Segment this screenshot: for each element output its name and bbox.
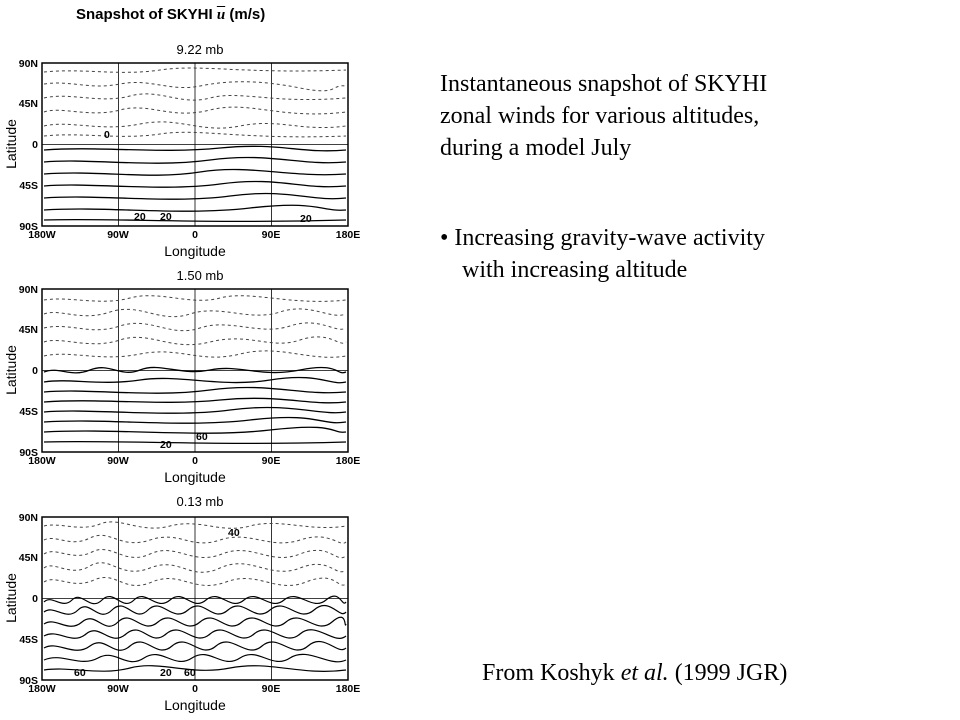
bullet-point (440, 222, 940, 286)
ytick-label: 90S (19, 675, 38, 687)
x-axis-title: Longitude (164, 697, 226, 713)
ytick-label: 45S (19, 180, 38, 192)
xtick-label: 90W (107, 683, 129, 695)
xtick-label: 0 (192, 229, 198, 241)
panel-level-label: 1.50 mb (176, 268, 224, 283)
panel-level-label: 0.13 mb (176, 494, 224, 509)
panel-013mb (0, 490, 380, 720)
ytick-label: 0 (32, 139, 38, 151)
xtick-label: 180W (28, 229, 56, 241)
y-axis-title: Latitude (3, 573, 19, 623)
caption-line: during a model July (440, 135, 632, 161)
ytick-label: 90N (18, 512, 38, 524)
contour-plot-9mb (0, 40, 380, 270)
xtick-label: 180E (335, 229, 361, 241)
contour-label: 20 (300, 213, 312, 225)
caption-line: Instantaneous snapshot of SKYHI (440, 71, 768, 97)
ytick-label: 0 (32, 593, 38, 605)
panel-level-label: 9.22 mb (176, 42, 224, 57)
xtick-label: 0 (192, 683, 198, 695)
xtick-label: 0 (192, 455, 198, 467)
ytick-label: 45S (19, 634, 38, 646)
figure-title-suffix: (m/s) (229, 6, 266, 23)
ytick-label: 45N (18, 552, 38, 564)
xtick-label: 90E (261, 229, 281, 241)
contour-label: 20 (160, 439, 172, 451)
grid-lines (42, 63, 348, 226)
xtick-label: 180W (28, 455, 56, 467)
x-axis-title: Longitude (164, 469, 226, 485)
ytick-label: 0 (32, 365, 38, 377)
contour-label: 60 (74, 667, 86, 679)
source-suffix: (1999 JGR) (668, 660, 788, 686)
panel-1mb (0, 266, 380, 496)
figure-title-prefix: Snapshot of SKYHI (76, 6, 213, 23)
caption-line: zonal winds for various altitudes, (440, 103, 760, 129)
contour-plot-013mb (0, 490, 380, 720)
xtick-label: 90W (107, 229, 129, 241)
contour-plot-1mb (0, 266, 380, 496)
contour-label: 20 (160, 211, 172, 223)
xtick-label: 180E (335, 455, 361, 467)
contour-label: 0 (104, 129, 110, 141)
ytick-label: 45N (18, 324, 38, 336)
ytick-label: 90S (19, 221, 38, 233)
xtick-label: 180W (28, 683, 56, 695)
figure-title (76, 6, 265, 24)
xtick-label: 90W (107, 455, 129, 467)
contour-label: 60 (196, 431, 208, 443)
xtick-label: 90E (261, 455, 281, 467)
bullet-line: with increasing altitude (462, 257, 688, 283)
ytick-label: 45N (18, 98, 38, 110)
contour-label: 60 (184, 667, 196, 679)
ytick-label: 90N (18, 284, 38, 296)
source-etal: et al. (620, 660, 669, 686)
figure-title-symbol: $\overline{u}$ (216, 7, 226, 23)
contour-label: 40 (228, 527, 240, 539)
y-axis-title: Latitude (3, 345, 19, 395)
source-prefix: From Koshyk (482, 660, 621, 686)
ytick-label: 45S (19, 406, 38, 418)
contour-label: 20 (134, 211, 146, 223)
ytick-label: 90N (18, 58, 38, 70)
xtick-label: 90E (261, 683, 281, 695)
contour-label: 20 (160, 667, 172, 679)
caption (440, 68, 940, 164)
bullet-line: • Increasing gravity-wave activity (440, 225, 765, 251)
ytick-label: 90S (19, 447, 38, 459)
panel-9mb (0, 40, 380, 270)
y-axis-title: Latitude (3, 119, 19, 169)
xtick-label: 180E (335, 683, 361, 695)
x-axis-title: Longitude (164, 243, 226, 259)
source-citation (482, 660, 787, 687)
